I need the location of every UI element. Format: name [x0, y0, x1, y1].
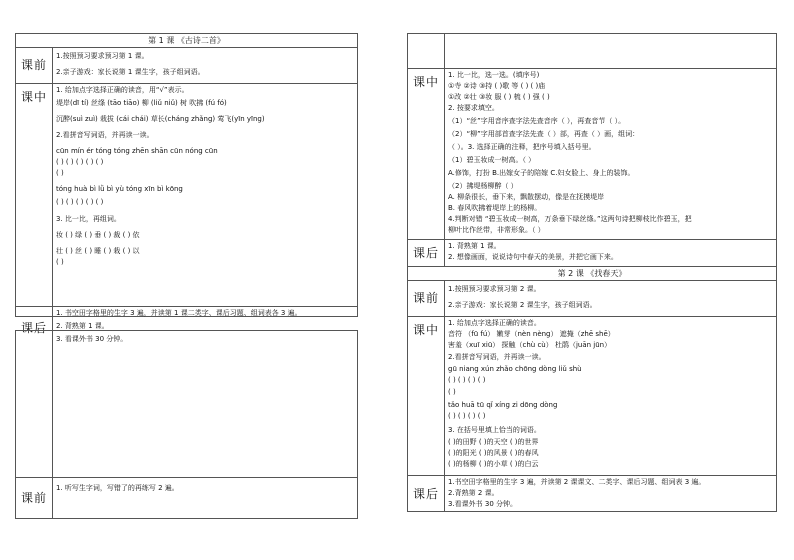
dictation-table — [15, 330, 358, 519]
row-content — [448, 285, 773, 314]
text-line: ( ) — [56, 169, 64, 177]
text-line: 1.按照预习要求预习第 1 课。 — [56, 52, 149, 60]
text-line: ( ) ( ) ( ) ( ) ( ) — [56, 158, 104, 166]
text-line: 2.亲子游戏：家长说第 1 课生字，孩子组词语。 — [56, 68, 205, 76]
lesson1-mid-row-right — [408, 68, 776, 239]
text-line: 妆 ( ) 绿 ( ) 垂 ( ) 裁 ( ) 依 — [56, 231, 140, 239]
text-line: 3. 比一比，再组词。 — [56, 215, 121, 223]
text-line: A.修饰，打扮 B.出嫁女子的陪嫁 C.妇女脸上、身上的装饰。 — [448, 169, 635, 177]
text-line: 1. 背熟第 1 课。 — [448, 242, 501, 250]
text-line: ( ) — [56, 258, 64, 266]
text-line: 柳叶比作丝带，非常形象。（ ） — [448, 226, 545, 234]
empty-row — [16, 331, 357, 477]
text-line: 音符 （fū fú） 嫩芽（nèn nèng） 遮掩（zhē shē） — [448, 330, 615, 338]
row-label: 课前 — [408, 281, 445, 316]
row-label: 课前 — [16, 48, 53, 83]
lesson1-post-row-right — [408, 239, 776, 266]
text-line: 1.按照预习要求预习第 2 课。 — [448, 285, 541, 293]
text-line: gū niang xún zhǎo chōng dòng liǔ shù — [448, 365, 582, 373]
text-line: 1. 给加点字选择正确的读音，用“√”表示。 — [56, 86, 189, 94]
lesson1-table — [15, 33, 358, 343]
text-line: 2.看拼音写词语，并再读一读。 — [56, 131, 154, 139]
text-line: 沉醉(suì zuì) 栽拔 (cái chái) 草长(cháng zhǎng) 莺飞(yīn yīng) — [56, 115, 265, 123]
row-content — [56, 52, 354, 81]
lesson2-pre-row — [408, 280, 776, 316]
row-content — [56, 484, 354, 517]
row-label: 课后 — [16, 307, 53, 350]
right-table — [407, 33, 777, 512]
row-label: 课中 — [408, 317, 445, 475]
row-label: 课中 — [16, 84, 53, 309]
text-line: B. 春风吹拂着堤岸上的杨柳。 — [448, 204, 542, 212]
text-line: （1）碧玉妆成一树高。（ ） — [448, 156, 536, 164]
lesson2-post-row — [408, 475, 776, 512]
text-line: ( ) — [448, 388, 456, 396]
lesson1-mid-row — [16, 83, 357, 309]
lesson2-title: 第 2 课 《找春天》 — [557, 269, 627, 278]
text-line: A. 柳条很长，垂下来，飘散摆动，像是在抚摸堤岸 — [448, 193, 605, 201]
lesson1-title: 第 1 课 《古诗二首》 — [148, 36, 225, 45]
text-line: 1. 比一比，选一选。(填序号) — [448, 71, 540, 79]
text-line: （ ）。3. 选择正确的注释，把序号填入括号里。 — [448, 143, 596, 151]
row-content — [448, 319, 773, 473]
text-line: 2.看拼音写词语，并再读一读。 — [448, 353, 546, 361]
text-line: tóng huà bì lǜ bì yù tóng xīn bì kōng — [56, 185, 183, 193]
text-line: ( ) ( ) ( ) ( ) ( ) — [56, 198, 104, 206]
text-line: tǎo huā tū qǐ xíng zi dōng dòng — [448, 401, 558, 409]
text-line: 1. 听写生字词，写错了的再练写 2 遍。 — [56, 484, 179, 492]
text-line: 2.亲子游戏：家长说第 2 课生字，孩子组词语。 — [448, 301, 597, 309]
text-line: ( )的田野 ( )的天空 ( )的世界 — [448, 438, 539, 446]
text-line: 2. 按要求填空。 — [448, 104, 499, 112]
row-label: 课后 — [408, 240, 445, 266]
row-content — [448, 478, 773, 510]
row-label: 课前 — [16, 478, 53, 519]
text-line: 壮 ( ) 丝 ( ) 睡 ( ) 栽 ( ) 以 — [56, 247, 140, 255]
row-label-empty — [408, 34, 445, 68]
text-line: （2）拂堤杨柳醉（ ） — [448, 182, 518, 190]
text-line: cūn mín ér tóng tóng zhēn shān cūn nóng cūn — [56, 147, 218, 155]
text-line: 3. 看课外书 30 分钟。 — [56, 335, 128, 343]
text-line: 4.判断对错 “碧玉妆成一树高，万条垂下绿丝绦。”这两句诗把柳枝比作碧玉，把 — [448, 215, 692, 223]
text-line: 害羞（xuī xiū） 探触（chù cù） 杜鹃（juān jūn） — [448, 341, 612, 349]
text-line: ( )的阳光 ( )的风景 ( )的春风 — [448, 449, 539, 457]
row-content — [448, 242, 773, 264]
row-content — [448, 71, 773, 237]
lesson2-mid-row — [408, 316, 776, 475]
text-line: ( ) ( ) ( ) ( ) — [448, 412, 486, 420]
row-label: 课中 — [408, 69, 445, 239]
lesson2-title-row — [408, 266, 776, 280]
text-line: （2）“柳”字用部首查字法先查（ ）部，再查（ ）画，组词： — [448, 130, 640, 138]
text-line: 堤岸(dī tí) 丝绦 (tāo tiāo) 柳 (liǔ niǔ) 树 吹拂 (fú fó) — [56, 99, 227, 107]
text-line: （1）“丝”字用音序查字法先查音序（ ），再查音节（ ）。 — [448, 117, 626, 125]
text-line: 1. 给加点字选择正确的读音。 — [448, 319, 541, 327]
dictation-row — [16, 477, 357, 519]
text-line: ( )的杨柳 ( )的小草 ( )的白云 — [448, 460, 539, 468]
top-empty-row — [408, 34, 776, 68]
text-line: 1.书空田字格里的生字 3 遍，并读第 2 课课文、二类字、课后习题、组词表 3 遍。 — [448, 478, 706, 486]
row-content — [56, 86, 354, 307]
text-line: ①寺 ②诗 ③持 ( )歌 等 ( ) ( )庙 — [448, 82, 546, 90]
row-label-empty — [16, 331, 53, 477]
lesson1-pre-row — [16, 47, 357, 83]
text-line: 3.看课外书 30 分钟。 — [448, 500, 518, 508]
text-line: 2.背熟第 2 课。 — [448, 489, 499, 497]
text-line: 1. 书空田字格里的生字 3 遍，并读第 1 课二类字、课后习题、组词表各 3 遍。 — [56, 309, 302, 317]
row-label: 课后 — [408, 476, 445, 512]
text-line: ①改 ②壮 ③妆 服 ( ) 梳 ( ) 强 ( ) — [448, 93, 550, 101]
text-line: 2. 想像画面，说说诗句中春天的美景，并把它画下来。 — [448, 253, 618, 261]
text-line: 3. 在括号里填上恰当的词语。 — [448, 426, 541, 434]
text-line: ( ) ( ) ( ) ( ) — [448, 376, 486, 384]
text-line: 2. 背熟第 1 课。 — [56, 322, 109, 330]
